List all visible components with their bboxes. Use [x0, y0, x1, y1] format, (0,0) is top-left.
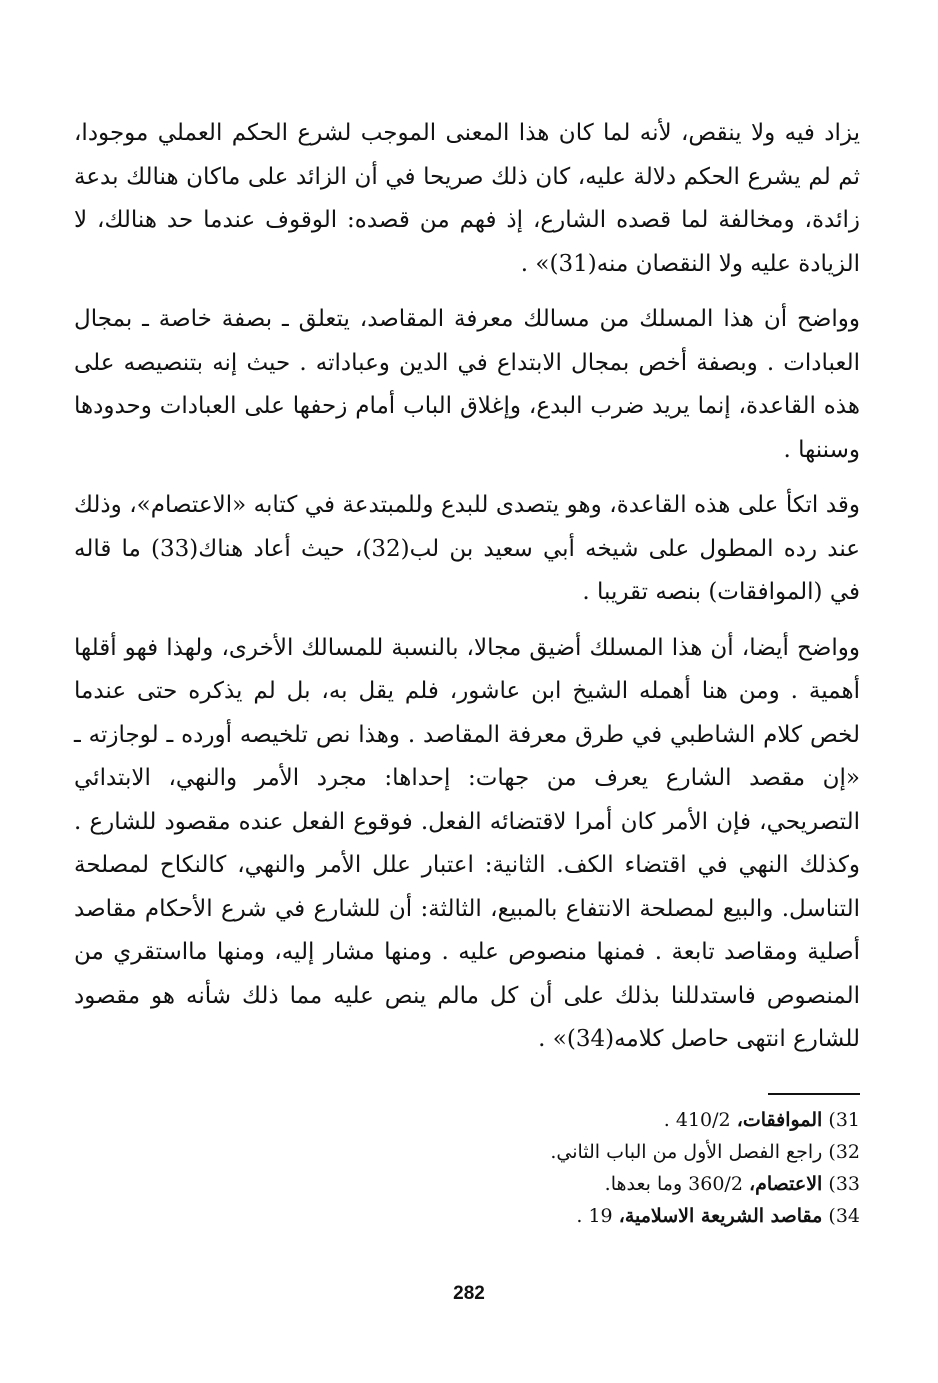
footnote-source: الموافقات،	[736, 1109, 823, 1131]
footnote-reference: 360/2 وما بعدها.	[604, 1173, 743, 1195]
footnote-source: مقاصد الشريعة الاسلامية،	[618, 1205, 823, 1227]
paragraph-1: يزاد فيه ولا ينقص، لأنه لما كان هذا المعنى الموجب لشرع الحكم العملي موجودا، ثم لم يشرع الحكم دلالة عليه، كان ذلك صريحا في أن الزائد على ماكان هنالك بدعة زائدة، ومخالفة لما قصده الشارع، إذ فهم من قصده: الوقوف عندما حد هنالك، لا الزيادة عليه ولا النقصان منه(31)» .	[74, 120, 860, 277]
footnote-source: الاعتصام،	[748, 1173, 823, 1195]
footnote-reference: راجع الفصل الأول من الباب الثاني.	[550, 1141, 823, 1163]
footnote-reference: 19 .	[576, 1205, 613, 1227]
footnotes	[74, 1104, 860, 1232]
footnote-32	[74, 1136, 860, 1168]
paragraph-3: وقد اتكأ على هذه القاعدة، وهو يتصدى للبدع وللمبتدعة في كتابه «الاعتصام»، وذلك عند رده المطول على شيخه أبي سعيد بن لب(32)، حيث أعاد هناك(33) ما قاله في (الموافقات) بنصه تقريبا .	[74, 492, 861, 605]
paragraph-2: وواضح أن هذا المسلك من مسالك معرفة المقاصد، يتعلق ـ بصفة خاصة ـ بمجال العبادات . وبصفة أخص بمجال الابتداع في الدين وعباداته . حيث إنه بتنصيصه على هذه القاعدة، إنما يريد ضرب البدع، وإغلاق الباب أمام زحفها على العبادات وحدودها وسننها .	[74, 306, 860, 463]
page-number: 282	[453, 1283, 485, 1304]
footnote-number: 32)	[828, 1141, 860, 1163]
main-text	[74, 112, 860, 1074]
footnote-34	[74, 1200, 860, 1232]
footnote-reference: 410/2 .	[663, 1109, 731, 1131]
footnote-number: 31)	[828, 1109, 860, 1131]
footnote-31	[74, 1104, 860, 1136]
footnote-number: 34)	[828, 1205, 860, 1227]
footnote-33	[74, 1168, 860, 1200]
footnote-number: 33)	[828, 1173, 860, 1195]
paragraph-4: وواضح أيضا، أن هذا المسلك أضيق مجالا، بالنسبة للمسالك الأخرى، ولهذا فهو أقلها أهمية . ومن هنا أهمله الشيخ ابن عاشور، فلم يقل به، بل لم يذكره حتى عندما لخص كلام الشاطبي في طرق معرفة المقاصد . وهذا نص تلخيصه أورده ـ لوجازته ـ «إن مقصد الشارع يعرف من جهات: إحداها: مجرد الأمر والنهي، الابتدائي التصريحي، فإن الأمر كان أمرا لاقتضائه الفعل. فوقوع الفعل عنده مقصود للشارع . وكذلك النهي في اقتضاء الكف. الثانية: اعتبار علل الأمر والنهي، كالنكاح لمصلحة التناسل. والبيع لمصلحة الانتفاع بالمبيع، الثالثة: أن للشارع في شرع الأحكام مقاصد أصلية ومقاصد تابعة . فمنها منصوص عليه . ومنها مشار إليه، ومنها مااستقري من المنصوص فاستدللنا بذلك على أن كل مالم ينص عليه مما ذلك شأنه هو مقصود للشارع انتهى حاصل كلامه(34)» .	[74, 634, 860, 1052]
footnote-separator	[768, 1093, 860, 1095]
